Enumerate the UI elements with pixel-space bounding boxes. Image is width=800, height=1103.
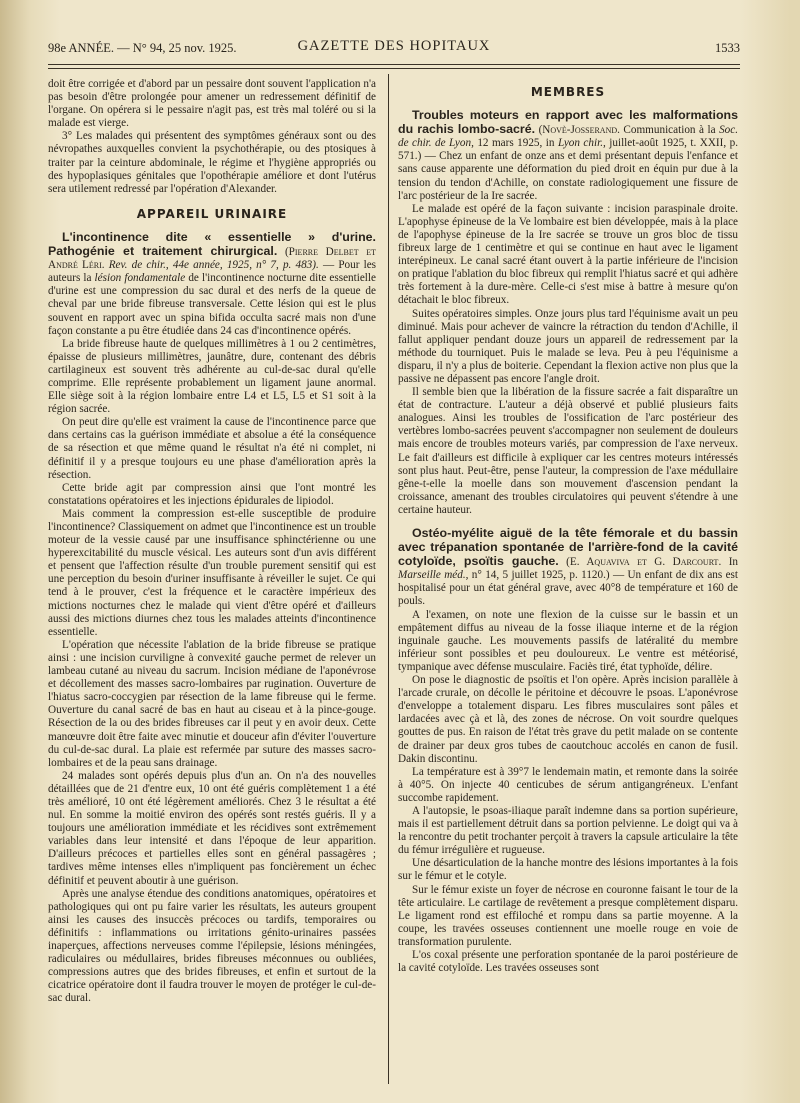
section-heading: APPAREIL URINAIRE — [136, 206, 288, 221]
article-title: Troubles moteurs en rapport avec les malformations du rachis lombo-sacré. — [398, 108, 738, 137]
paragraph: La bride fibreuse haute de quelques millimètres à 1 ou 2 centimètres, épaisse de plusieurs millimètres, jaunâtre, dure, contenant des débris cartilagineux est souvent très adhérente au cul-de-sac dural qu'elle comprime. Elle représente probablement un ligament jaune anormal. Elle siège soit à la région lombaire entre L4 et L5, L5 et S1 soit à la région sacrée. — [48, 337, 376, 416]
paragraph: Une désarticulation de la hanche montre des lésions importantes à la fois sur le fémur et le cotyle. — [398, 857, 738, 883]
left-column — [48, 78, 376, 1005]
paragraph: 24 malades sont opérés depuis plus d'un an. On n'a des nouvelles détaillées que de 21 d'entre eux, 10 ont été guéris complètement 1 a été très amélioré, 10 ont été légèrement améliorés. Chez 3 le résultat a été nul. En somme la moitié environ des opérés sont restés guéris. Il y a toujours une amélioration immédiate et les récidives sont extrêmement variables dans leur intensité et dans l'époque de leur apparition. D'ailleurs précoces et partielles elles sont en général passagères ; tardives même intenses elles n'impliquent pas foncièrement un échec définitif et peuvent aboutir à une guérison. — [48, 769, 376, 887]
header-rule — [48, 64, 740, 65]
paragraph: 3° Les malades qui présentent des symptômes généraux sont ou des névropathes auxquelles convient la psychothérapie, ou des ptosiques à traiter par la ceinture abdominale, le régime et l'hygiène appropriés ou des hypoplasiques génitales que l'opothérapie améliore et dont l'utérus sera utilement redressé par l'opération d'Alexander. — [48, 130, 376, 195]
text-span: de l'incontinence nocturne dite essentielle d'urine est une compression du sac dural et des nerfs de la queue de cheval par une bride fibreuse transversale. Cette lésion qui est le plus souvent en rapport avec un spina bifida occulta sacré mais non d'une façon constante a pu être étudiée dans 24 cas d'incontinence opérés. — [48, 272, 376, 337]
paragraph: On pose le diagnostic de psoïtis et l'on opère. Après incision parallèle à l'arcade crurale, on décolle le péritoine et découvre le psoas. L'aponévrose d'enveloppe a totalement disparu. Les fibres musculaires sont pâles et lardacées avec çà et là, des zones de nécrose. On voit sourdre quelques gouttes de pus. En raison de l'état très grave du petit malade on se contente de drainer par deux gros tubes de caoutchouc accolés en canon de fusil. Dakin discontinu. — [398, 674, 738, 765]
paragraph: Après une analyse étendue des conditions anatomiques, opératoires et pathologiques qui ont pu faire varier les résultats, les auteurs groupent ainsi les causes des insuccès précoces ou tardifs, temporaires ou définitifs : inflammations ou irritations génito-urinaires passées inaperçues, affections nerveuses comme l'épilepsie, lésions méningées, radiculaires ou médullaires, brides fibreuses méconnues ou oubliées, compressions autres que des brides fibreuses, et enfin et surtout de la cicatrice opératoire dont il faudra trouver le moyen de protéger le cul-de-sac dural. — [48, 887, 376, 1005]
paragraph: La température est à 39°7 le lendemain matin, et remonte dans la soirée à 40°5. On injecte 40 centicubes de sérum antigangréneux. L'enfant succombe rapidement. — [398, 765, 738, 804]
paragraph: Il semble bien que la libération de la fissure sacrée a fait disparaître un état de contracture. L'auteur a déjà observé et publié plusieurs faits analogues. Ainsi les troubles de l'ossification de l'arc postérieur des vertèbres lombo-sacrées peuvent s'accompagner non seulement de douleurs mais encore de troubles moteurs variés, par compression de l'axe nerveux. Le fait d'ailleurs est difficile à expliquer car les centres moteurs intéressés sont plus haut. Peut-être, pense l'auteur, la compression de l'axe médullaire gêne-t-elle la moelle dans son mouvement d'ascension pendant la croissance, amenant des troubles circulatoires qui peuvent s'étendre à une certaine hauteur. — [398, 386, 738, 516]
text-span: In — [728, 556, 739, 569]
page-number: 1533 — [715, 41, 740, 55]
paragraph: A l'examen, on note une flexion de la cuisse sur le bassin et un empâtement diffus au niveau de la fosse iliaque interne et de la région inguinale gauche. Les mouvements passifs de latéralité du membre inférieur sont possibles et peu douloureux. Le ventre est météorisé, tympanique avec défense musculaire. Faciès tiré, état typhoïde, délire. — [398, 608, 738, 673]
paragraph: Suites opératoires simples. Onze jours plus tard l'équinisme avait un peu diminué. Mais pour achever de vaincre la rétraction du tendon d'Achille, il fallut appliquer pendant douze jours un appareil de redressement par la méthode du tourniquet. Puis le malade se leva. Peu à peu l'équinisme a disparu, il n'y a plus de boiterie. Cependant la flexion active non plus que la passive ne dépassent pas encore l'angle droit. — [398, 307, 738, 385]
issue-info: 98e ANNÉE. — N° 94, 25 nov. 1925. — [48, 41, 237, 55]
paragraph: A l'autopsie, le psoas-iliaque paraît indemne dans sa portion supérieure, mais il est partiellement détruit dans sa portion pelvienne. Le doigt qui va à la rencontre du petit trochanter perçoit à travers la capsule articulaire la tête du fémur irrégulière et rugueuse. — [398, 804, 738, 857]
paragraph: Cette bride agit par compression ainsi que l'ont montré les constatations opératoires et les injections épidurales de lipiodol. — [48, 481, 376, 507]
article-intro: L'incontinence dite « essentielle » d'urine. Pathogénie et traitement chirurgical. (Pierre Delbet et André Léri. Rev. de chir., 44e année, 1925, n° 7, p. 483). — Pour les auteurs la lésion fondamentale de l'incontinence nocturne dite essentielle d'urine est une compression du sac dural et des nerfs de la queue de cheval par une bride fibreuse transversale. Cette lésion qui est le plus souvent en rapport avec un spina bifida occulta sacré mais non d'une façon constante a pu être étudiée dans 24 cas d'incontinence opérés. — [48, 229, 377, 337]
article-authors: Pierre Delbet et André Léri. — [48, 246, 376, 272]
article-title: L'incontinence dite « essentielle » d'urine. Pathogénie et traitement chirurgical. — [48, 229, 376, 259]
section-heading: MEMBRES — [530, 85, 606, 99]
text-span: 12 mars 1925, in — [477, 137, 555, 150]
text-span: juillet-août 1925, t. XXII, p. 571.) — Chez un enfant de onze ans et demi présentant depuis l'enfance et sans cause apparente une déformation du pied droit en équin pur due à la tension du tendon d'Achille, on constate radiologiquement une fissure de l'arc postérieur de la Ire sacrée. — [398, 137, 739, 202]
paragraph: L'opération que nécessite l'ablation de la bride fibreuse se pratique ainsi : une incision curviligne à convexité gauche permet de relever un lambeau cutané au niveau du sacrum. Incision médiane de l'aponévrose et décollement des masses sacro-lombaires par rugination. Ouverture de l'hiatus sacro-coccygien par résection de la lame fibreuse qui le ferme. Ouverture du canal sacré de bas en haut au ciseau et à la pince-gouge. Résection de la ou des brides fibreuses car il peut y en avoir deux. Cette manœuvre doit être faite avec minutie et douceur afin d'éviter l'ouverture du cul-de-sac dural. La plaie est refermée par suture des masses sacro-lombaires et de la peau sans drainage. — [48, 638, 376, 769]
text-span: Lyon chir., — [557, 137, 606, 150]
paragraph: L'os coxal présente une perforation spontanée de la paroi postérieure de la cavité cotyloïde. Les travées osseuses sont — [398, 949, 738, 975]
article-authors: (Novè-Josserand. — [538, 124, 620, 137]
header-rule-second — [48, 68, 740, 69]
right-column — [398, 86, 738, 975]
paragraph: On peut dire qu'elle est vraiment la cause de l'incontinence parce que dans certains cas la guérison immédiate et absolue a été la conséquence de sa résection et que même quand le résultat n'a été ni complet, ni définitif il y a presque toujours eu une phase d'amélioration après la résection. — [48, 416, 376, 481]
text-span: lésion fondamentale — [94, 272, 186, 285]
text-span: — Pour les auteurs la — [48, 259, 377, 285]
journal-title: GAZETTE DES HOPITAUX — [297, 38, 491, 54]
article-intro — [398, 527, 738, 609]
paragraph: doit être corrigée et d'abord par un pessaire dont souvent l'application n'a pas besoin d'être prolongée pour amener un redressement définitif de l'organe. On opérera si le pessaire n'agit pas, est très mal toléré ou si la malade est vierge. — [48, 78, 376, 130]
article-source: Rev. de chir., 44e année, 1925, n° 7, p. 483). — [108, 259, 319, 272]
paragraph: Le malade est opéré de la façon suivante : incision paraspinale droite. L'apophyse épineuse de la Ve lombaire est bien développée, mais à la place de l'apophyse épineuse de la Ire sacrée se trouve un gros bloc de tissu fibreux large de 1 centimètre et qui se continue en haut avec le ligament interépineux. Le canal sacré étant ouvert à la partie inférieure de l'incision on pratique l'ablation du bloc fibreux qui remplit l'hiatus sacré et qui adhère très fortement à la dure-mère. Celle-ci s'est mise à battre à mesure qu'on détachait le bloc fibreux. — [398, 202, 738, 307]
text-span: Soc. de chir. de Lyon, — [398, 124, 739, 150]
article-intro — [398, 109, 738, 203]
text-span: n° 14, 5 juillet 1925, p. 1120.) — Un enfant de dix ans est hospitalisé pour un état général grave, avec 40°8 de température et 160 de pouls. — [398, 569, 738, 608]
column-divider — [388, 74, 389, 1084]
text-span: Marseille méd., — [398, 569, 469, 582]
page-header — [48, 38, 740, 60]
text-span: Communication à la — [623, 124, 716, 137]
article-authors: (E. Aquaviva et G. Darcourt. — [566, 556, 722, 569]
paragraph: Mais comment la compression est-elle susceptible de produire l'incontinence? Classiquement on admet que l'incontinence est un trouble moteur de la vessie causé par une insuffisance sphinctérienne ou une hyperexcitabilité du muscle vésical. Les auteurs sont d'un avis différent et pensent que l'affection résulte d'un trouble purement sensitif qui est une perception du besoin d'uriner insuffisante à réveiller le sujet. Ce qui tend à le prouver, c'est la fréquence et le caractère impérieux des mictions nocturnes chez le malade qui vient d'être opéré et d'ailleurs aussi des mictions diurnes chez tous les malades atteints d'incontinence essentielle. — [48, 507, 376, 638]
article-title: Ostéo-myélite aiguë de la tête fémorale et du bassin avec trépanation spontanée de l'arrière-fond de la cavité cotyloïde, psoïtis gauche. — [398, 526, 738, 569]
paragraph: Sur le fémur existe un foyer de nécrose en couronne faisant le tour de la tête articulaire. Le cartilage de revêtement a presque complètement disparu. Le ligament rond est effiloché et rompu dans sa partie moyenne. A la coupe, les travées osseuses contiennent une moelle rouge en voie de transformation purulente. — [398, 883, 738, 948]
